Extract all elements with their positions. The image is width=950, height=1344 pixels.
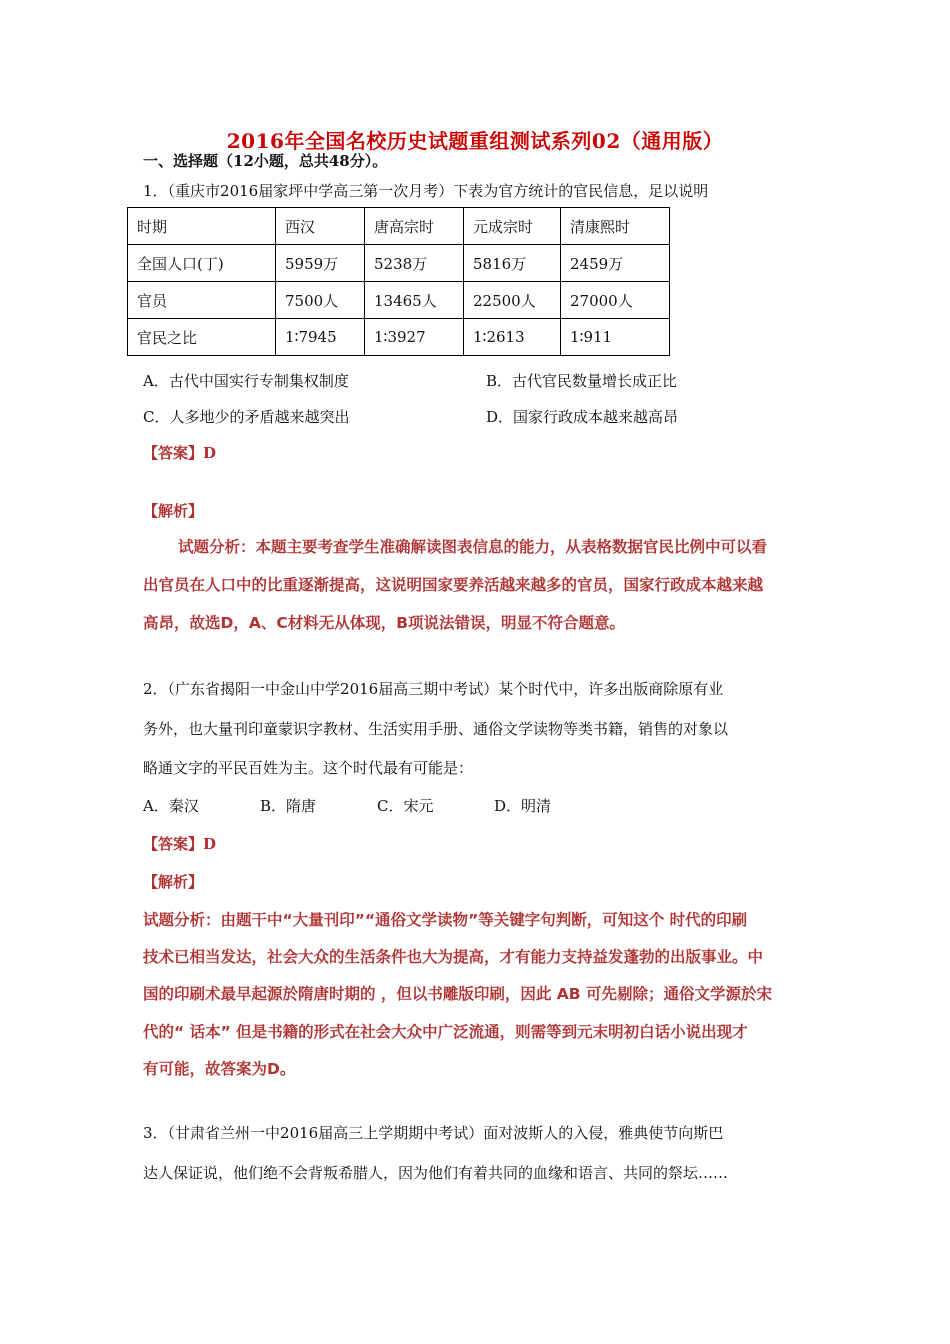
table-cell: 官员 (128, 282, 276, 319)
q2-stem-line: 略通文字的平民百姓为主。这个时代最有可能是： (143, 759, 474, 777)
section-heading: 一、选择题（12小题，总共48分）。 (143, 152, 388, 170)
q3-stem-line: 3．（甘肃省兰州一中2016届高三上学期期中考试）面对波斯人的入侵，雅典使节向斯巴 (143, 1124, 724, 1142)
table-cell: 5959万 (276, 245, 365, 282)
table-row (128, 282, 670, 319)
table-row (128, 208, 670, 245)
table-cell: 2459万 (561, 245, 670, 282)
table-cell: 1∶2613 (464, 319, 561, 356)
table-cell: 1∶7945 (276, 319, 365, 356)
table-cell: 1∶911 (561, 319, 670, 356)
page-title: 2016年全国名校历史试题重组测试系列02（通用版） (226, 129, 724, 153)
q1-analysis-line: 高昂，故选D，A、C材料无从体现，B项说法错误，明显不符合题意。 (143, 614, 626, 632)
q2-analysis-line: 技术已相当发达，社会大众的生活条件也大为提高，才有能力支持益发蓬勃的出版事业。中 (143, 948, 764, 966)
q2-analysis-line: 代的“ 话本” 但是书籍的形式在社会大众中广泛流通，则需等到元末明初白话小说出现才 (143, 1023, 748, 1041)
table-cell: 27000人 (561, 282, 670, 319)
q1-option-c: C．人多地少的矛盾越来越突出 (143, 408, 350, 426)
table-cell: 22500人 (464, 282, 561, 319)
table-cell: 5238万 (365, 245, 464, 282)
q1-answer: 【答案】D (143, 444, 217, 462)
table-cell: 西汉 (276, 208, 365, 245)
q1-option-a: A．古代中国实行专制集权制度 (143, 372, 349, 390)
q2-analysis-line: 国的印刷术最早起源於隋唐时期的 ，但以书雕版印刷，因此 AB 可先剔除；通俗文学源於宋 (143, 985, 773, 1003)
table-cell: 清康熙时 (561, 208, 670, 245)
q2-stem-line: 务外，也大量刊印童蒙识字教材、生活实用手册、通俗文学读物等类书籍，销售的对象以 (143, 720, 729, 738)
q2-analysis-line: 试题分析：由题干中“大量刊印”“通俗文学读物”等关键字句判断，可知这个 时代的印刷 (143, 911, 748, 929)
table-cell: 元成宗时 (464, 208, 561, 245)
q2-option-b: B．隋唐 (260, 797, 317, 815)
table-cell: 全国人口(丁) (128, 245, 276, 282)
table-row (128, 319, 670, 356)
q1-option-b: B．古代官民数量增长成正比 (486, 372, 678, 390)
q1-analysis-label: 【解析】 (143, 502, 204, 520)
table-cell: 时期 (128, 208, 276, 245)
table-cell: 13465人 (365, 282, 464, 319)
q1-stem: 1．（重庆市2016届家坪中学高三第一次月考）下表为官方统计的官民信息，足以说明 (143, 182, 709, 200)
table-cell: 1∶3927 (365, 319, 464, 356)
q2-answer: 【答案】D (143, 835, 217, 853)
q1-table (127, 207, 670, 356)
q2-stem-line: 2．（广东省揭阳一中金山中学2016届高三期中考试）某个时代中，许多出版商除原有业 (143, 680, 724, 698)
q1-analysis-line: 试题分析：本题主要考查学生准确解读图表信息的能力，从表格数据官民比例中可以看 (178, 538, 768, 556)
q2-option-c: C．宋元 (377, 797, 434, 815)
table-cell: 5816万 (464, 245, 561, 282)
q2-analysis-label: 【解析】 (143, 873, 204, 891)
q3-stem-line: 达人保证说，他们绝不会背叛希腊人，因为他们有着共同的血缘和语言、共同的祭坛…… (143, 1164, 729, 1182)
table-cell: 唐高宗时 (365, 208, 464, 245)
table-cell: 7500人 (276, 282, 365, 319)
q1-option-d: D．国家行政成本越来越高昂 (486, 408, 679, 426)
q2-option-a: A．秦汉 (143, 797, 199, 815)
q2-analysis-line: 有可能，故答案为D。 (143, 1060, 296, 1078)
table-cell: 官民之比 (128, 319, 276, 356)
table-row (128, 245, 670, 282)
q2-option-d: D．明清 (494, 797, 552, 815)
q1-analysis-line: 出官员在人口中的比重逐渐提高，这说明国家要养活越来越多的官员，国家行政成本越来越 (143, 576, 764, 594)
